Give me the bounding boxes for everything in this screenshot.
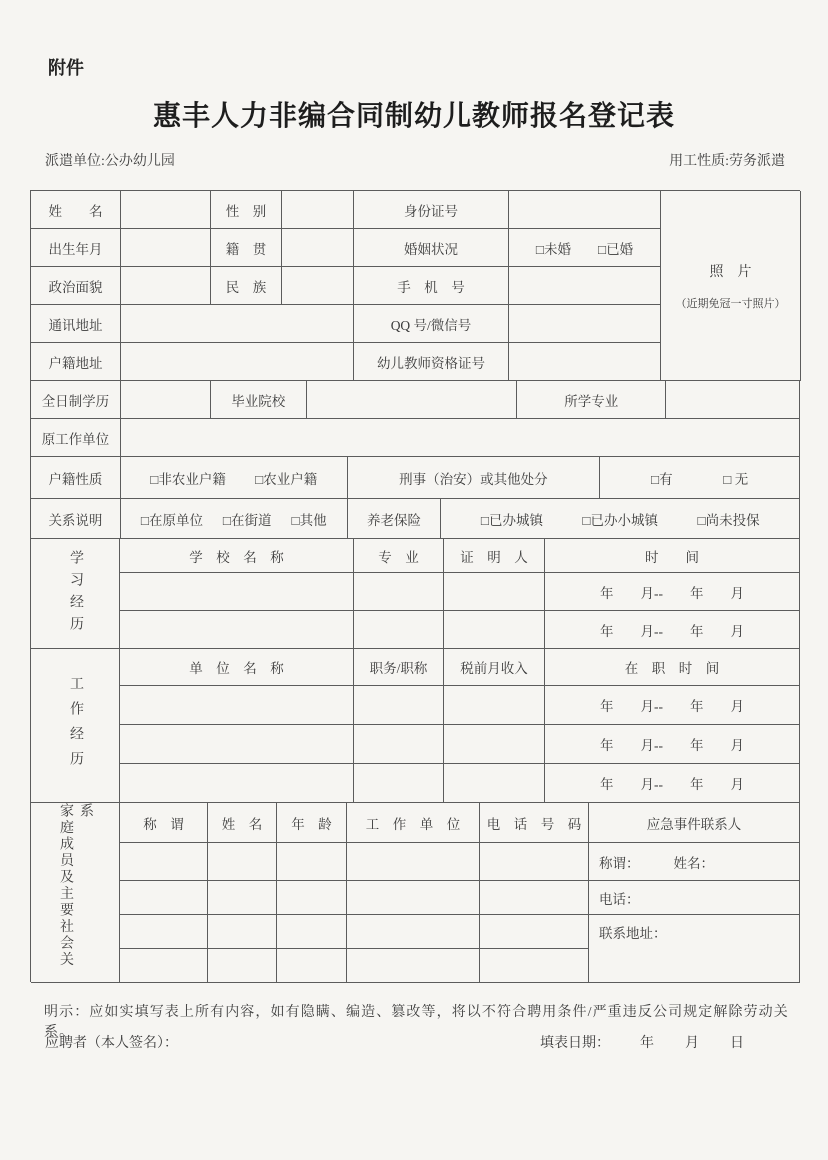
graduate-school-input-cell[interactable] <box>307 381 518 419</box>
family-phone-input-cell[interactable] <box>480 843 589 881</box>
family-name-header: 姓 名 <box>208 803 277 843</box>
emergency-address-cell[interactable] <box>589 915 800 983</box>
id-number-label: 身份证号 <box>354 191 509 229</box>
work-time-input-cell[interactable]: 年 月-- 年 月 <box>545 686 800 725</box>
fill-date-group <box>540 1032 744 1052</box>
work-income-input-cell[interactable] <box>444 764 545 803</box>
work-title-input-cell[interactable] <box>354 725 444 764</box>
work-history-section-label <box>31 649 120 803</box>
criminal-record-label: 刑事（治安）或其他处分 <box>348 457 601 499</box>
row-education <box>31 381 800 419</box>
major-label: 所学专业 <box>517 381 666 419</box>
work-time-header: 在 职 时 间 <box>545 649 800 686</box>
study-history-section-label <box>31 539 120 649</box>
family-unit-input-cell[interactable] <box>347 843 480 881</box>
family-unit-input-cell[interactable] <box>347 881 480 915</box>
photo-box[interactable] <box>661 191 801 381</box>
registration-form-table <box>30 190 800 982</box>
previous-employer-label: 原工作单位 <box>31 419 121 457</box>
family-unit-header: 工 作 单 位 <box>347 803 480 843</box>
study-row-1 <box>120 573 800 611</box>
family-age-input-cell[interactable] <box>277 949 347 983</box>
pension-label: 养老保险 <box>348 499 442 539</box>
applicant-signature-label[interactable]: 应聘者（本人签名）： <box>45 1036 178 1051</box>
checkbox-agricultural[interactable]: □农业户籍 <box>255 471 318 487</box>
photo-note: （近期免冠一寸照片） <box>675 297 786 310</box>
work-title-input-cell[interactable] <box>354 686 444 725</box>
emergency-phone-cell[interactable] <box>589 881 800 915</box>
emergency-contact-header: 应急事件联系人 <box>589 803 800 843</box>
family-age-header: 年 龄 <box>277 803 347 843</box>
native-place-label: 籍 贯 <box>211 229 282 267</box>
family-relation-input-cell[interactable] <box>120 915 208 949</box>
work-time-input-cell[interactable]: 年 月-- 年 月 <box>545 725 800 764</box>
criminal-options-cell <box>600 457 800 499</box>
family-name-input-cell[interactable] <box>208 843 277 881</box>
work-unit-input-cell[interactable] <box>120 725 354 764</box>
family-name-input-cell[interactable] <box>208 949 277 983</box>
family-phone-input-cell[interactable] <box>480 949 589 983</box>
fill-date-label: 填表日期： <box>540 1036 610 1051</box>
teacher-cert-label: 幼儿教师资格证号 <box>354 343 509 381</box>
political-status-input-cell[interactable] <box>121 267 211 305</box>
work-income-input-cell[interactable] <box>444 725 545 764</box>
month-label[interactable]: 月 <box>685 1036 699 1051</box>
row-hukou <box>31 457 800 499</box>
study-time-input-cell[interactable]: 年 月-- 年 月 <box>545 611 800 649</box>
day-label[interactable]: 日 <box>730 1036 744 1051</box>
checkbox-non-agricultural[interactable]: □非农业户籍 <box>150 471 226 487</box>
dispatch-unit-text: 派遣单位:公办幼儿园 <box>45 154 175 169</box>
family-header-row <box>120 803 800 843</box>
checkbox-married[interactable]: □已婚 <box>597 241 634 257</box>
mailing-address-label: 通讯地址 <box>31 305 121 343</box>
relation-options-cell <box>121 499 348 539</box>
signature-line <box>45 1032 785 1052</box>
employment-nature-text: 用工性质:劳务派遣 <box>669 154 785 169</box>
checkbox-at-original-unit[interactable]: □在原单位 <box>140 512 203 528</box>
graduate-school-label: 毕业院校 <box>211 381 307 419</box>
birth-input-cell[interactable] <box>121 229 211 267</box>
study-time-header: 时 间 <box>545 539 800 573</box>
work-unit-header: 单 位 名 称 <box>120 649 354 686</box>
hukou-type-label: 户籍性质 <box>31 457 121 499</box>
study-major-input-cell[interactable] <box>354 573 444 611</box>
study-major-header: 专 业 <box>354 539 444 573</box>
id-number-input-cell[interactable] <box>509 191 661 229</box>
education-label: 全日制学历 <box>31 381 121 419</box>
family-age-input-cell[interactable] <box>277 915 347 949</box>
checkbox-criminal-no[interactable]: □ 无 <box>723 471 749 487</box>
notice-text: 明示：应如实填写表上所有内容，如有隐瞒、编造、篡改等，将以不符合聘用条件/严重违反公司规定解除劳动关系。 <box>44 1005 789 1040</box>
checkbox-other[interactable]: □其他 <box>291 512 327 528</box>
family-relation-header: 称 谓 <box>120 803 208 843</box>
previous-employer-input-cell[interactable] <box>121 419 800 457</box>
study-header-row <box>120 539 800 573</box>
pension-options-cell <box>441 499 800 539</box>
row-relation <box>31 499 800 539</box>
study-school-header: 学 校 名 称 <box>120 539 354 573</box>
registered-address-label: 户籍地址 <box>31 343 121 381</box>
family-relation-input-cell[interactable] <box>120 843 208 881</box>
study-witness-header: 证 明 人 <box>444 539 545 573</box>
relation-note-label: 关系说明 <box>31 499 121 539</box>
mobile-label: 手 机 号 <box>354 267 509 305</box>
checkbox-unmarried[interactable]: □未婚 <box>535 241 572 257</box>
family-name-input-cell[interactable] <box>208 915 277 949</box>
family-section <box>31 803 800 983</box>
work-income-input-cell[interactable] <box>444 686 545 725</box>
work-history-section <box>31 649 800 803</box>
work-row-3 <box>120 764 800 803</box>
sub-header <box>45 150 785 170</box>
name-input-cell[interactable] <box>121 191 211 229</box>
family-vertical-text: 家庭成员及主要社会关系 <box>58 803 93 968</box>
work-row-1 <box>120 686 800 725</box>
family-name-input-cell[interactable] <box>208 881 277 915</box>
gender-label: 性 别 <box>211 191 282 229</box>
family-section-label <box>31 803 120 983</box>
emergency-contact-column <box>589 843 800 983</box>
attachment-label: 附件 <box>48 58 84 78</box>
study-row-2 <box>120 611 800 649</box>
work-unit-input-cell[interactable] <box>120 764 354 803</box>
checkbox-not-insured[interactable]: □尚未投保 <box>697 512 760 528</box>
native-place-input-cell[interactable] <box>282 229 354 267</box>
family-unit-input-cell[interactable] <box>347 949 480 983</box>
study-school-input-cell[interactable] <box>120 573 354 611</box>
emergency-address-label: 联系地址： <box>599 926 667 941</box>
qq-wechat-input-cell[interactable] <box>509 305 661 343</box>
emergency-name-label: 姓名： <box>673 855 714 871</box>
hukou-options-cell <box>121 457 348 499</box>
study-time-input-cell[interactable]: 年 月-- 年 月 <box>545 573 800 611</box>
page-title: 惠丰人力非编合同制幼儿教师报名登记表 <box>152 100 675 131</box>
family-age-input-cell[interactable] <box>277 843 347 881</box>
gender-input-cell[interactable] <box>282 191 354 229</box>
marital-status-label: 婚姻状况 <box>354 229 509 267</box>
mobile-input-cell[interactable] <box>509 267 661 305</box>
political-status-label: 政治面貌 <box>31 267 121 305</box>
year-label[interactable]: 年 <box>640 1036 654 1051</box>
teacher-cert-input-cell[interactable] <box>509 343 661 381</box>
work-title-header: 职务/职称 <box>354 649 444 686</box>
registered-address-input-cell[interactable] <box>121 343 354 381</box>
date-ymd <box>640 1032 744 1052</box>
work-unit-input-cell[interactable] <box>120 686 354 725</box>
study-witness-input-cell[interactable] <box>444 573 545 611</box>
work-header-row <box>120 649 800 686</box>
marital-options-cell <box>509 229 661 267</box>
family-phone-header: 电 话 号 码 <box>480 803 589 843</box>
family-phone-input-cell[interactable] <box>480 881 589 915</box>
major-input-cell[interactable] <box>666 381 800 419</box>
emergency-phone-label: 电话： <box>599 891 640 907</box>
work-time-input-cell[interactable]: 年 月-- 年 月 <box>545 764 800 803</box>
family-relation-input-cell[interactable] <box>120 881 208 915</box>
name-label: 姓 名 <box>31 191 121 229</box>
family-relation-input-cell[interactable] <box>120 949 208 983</box>
education-input-cell[interactable] <box>121 381 211 419</box>
birth-label: 出生年月 <box>31 229 121 267</box>
checkbox-at-street[interactable]: □在街道 <box>222 512 272 528</box>
ethnicity-input-cell[interactable] <box>282 267 354 305</box>
family-unit-input-cell[interactable] <box>347 915 480 949</box>
family-age-input-cell[interactable] <box>277 881 347 915</box>
work-history-vertical-text: 工作经历 <box>68 675 83 776</box>
family-phone-input-cell[interactable] <box>480 915 589 949</box>
checkbox-small-town-insured[interactable]: □已办小城镇 <box>582 512 659 528</box>
study-witness-input-cell[interactable] <box>444 611 545 649</box>
emergency-relation-label: 称谓： <box>599 855 640 871</box>
checkbox-criminal-yes[interactable]: □有 <box>650 471 673 487</box>
ethnicity-label: 民 族 <box>211 267 282 305</box>
study-school-input-cell[interactable] <box>120 611 354 649</box>
emergency-relation-name-cell[interactable] <box>589 843 800 881</box>
mailing-address-input-cell[interactable] <box>121 305 354 343</box>
work-title-input-cell[interactable] <box>354 764 444 803</box>
row-previous-employer <box>31 419 800 457</box>
study-history-vertical-text: 学习经历 <box>68 549 83 638</box>
photo-label: 照 片 <box>709 264 752 280</box>
study-history-section <box>31 539 800 649</box>
qq-wechat-label: QQ 号/微信号 <box>354 305 509 343</box>
work-income-header: 税前月收入 <box>444 649 545 686</box>
study-major-input-cell[interactable] <box>354 611 444 649</box>
checkbox-urban-insured[interactable]: □已办城镇 <box>480 512 544 528</box>
work-row-2 <box>120 725 800 764</box>
